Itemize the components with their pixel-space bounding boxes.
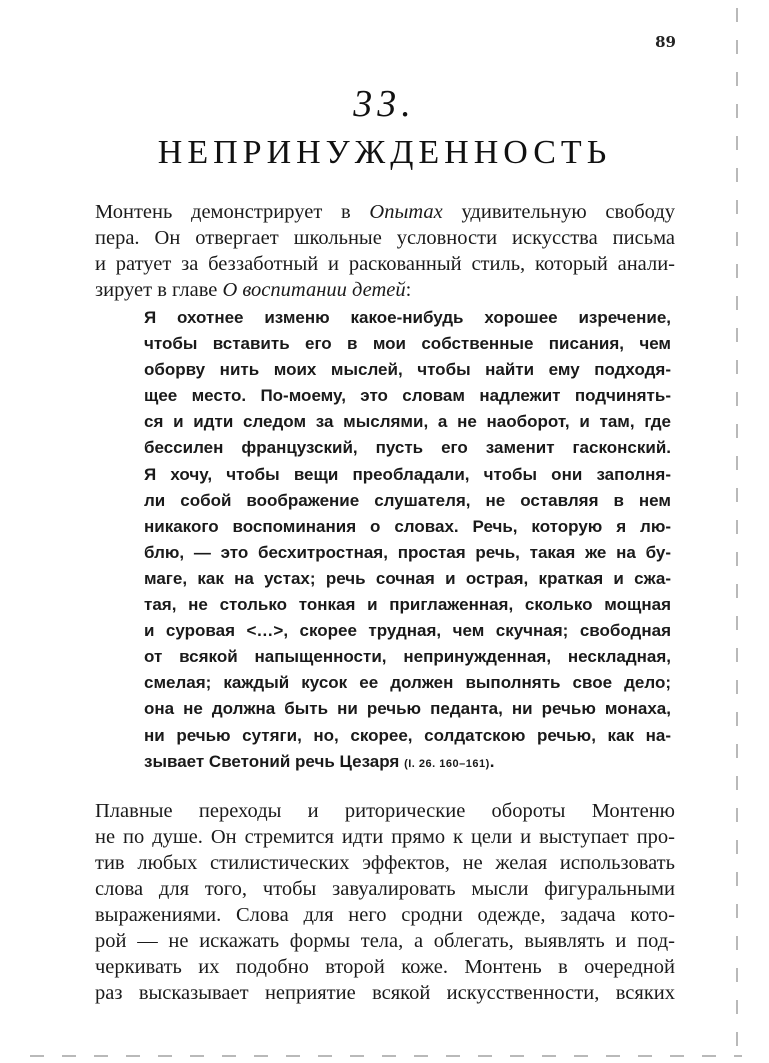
quote-line: бессилен французский, пусть его заменит гасконский. [144, 438, 671, 458]
quote-line: тая, не столько тонкая и приглаженная, сколько мощная [144, 595, 671, 615]
quote-line: чтобы вставить его в мои собственные писания, чем [144, 334, 671, 354]
page-number: 89 [655, 33, 676, 51]
quote-lines [144, 305, 671, 749]
quote-line: ли собой воображение слушателя, не оставляя в нем [144, 490, 671, 510]
intro-line: пера. Он отвергает школьные условности искусства письма [95, 227, 675, 249]
quote-text: зывает Светоний речь Цезаря [144, 751, 400, 771]
body-lines [95, 798, 675, 1006]
intro-text: Монтень демонстрирует в [95, 201, 370, 223]
intro-text: удивительную свободу [442, 201, 676, 223]
intro-line: и ратует за беззаботный и раскованный стиль, который анали- [95, 253, 675, 275]
quote-line: маге, как на устах; речь сочная и острая, краткая и сжа- [144, 568, 671, 588]
body-line: выражениями. Слова для него сродни одежде, задача кото- [95, 904, 675, 926]
body-paragraph [95, 798, 675, 1006]
quote-line: смелая; каждый кусок ее должен выполнять свое дело; [144, 673, 671, 693]
quote-line: Я охотнее изменю какое-нибудь хорошее изречение, [144, 308, 671, 327]
book-title-italic: Опытах [369, 201, 443, 223]
body-line: тив любых стилистических эффектов, не желая использовать [95, 852, 675, 874]
quote-end: . [489, 751, 495, 771]
quote-line: никакого воспоминания о словах. Речь, которую я лю- [144, 516, 671, 536]
quote-line: она не должна быть ни речью педанта, ни речью монаха, [144, 699, 671, 719]
intro-text: зирует в главе [95, 279, 223, 301]
chapter-title: НЕПРИНУЖДЕННОСТЬ [157, 134, 612, 171]
body-line: раз высказывает неприятие всякой искусственности, всяких [95, 982, 675, 1004]
quote-line: от всякой напыщенности, непринужденная, нескладная, [144, 647, 671, 667]
citation-reference: (I. 26. 160–161) [404, 757, 490, 770]
bottom-margin-guide [30, 1055, 742, 1057]
quote-line: оборву нить моих мыслей, чтобы найти ему подходя- [144, 360, 671, 380]
intro-text: : [405, 279, 412, 301]
chapter-reference-italic: О воспитании детей [222, 279, 406, 301]
quote-line: блю, — это бесхитростная, простая речь, такая же на бу- [144, 542, 671, 562]
quote-line: щее место. По-моему, это словам надлежит подчинять- [144, 386, 671, 406]
block-quote [144, 305, 671, 777]
quote-line: ни речью сутяги, но, скорее, солдатскою речью, как на- [144, 725, 671, 745]
intro-line [95, 199, 675, 225]
intro-paragraph [95, 199, 675, 303]
body-line: рой — не искажать формы тела, а облегать, выявлять и под- [95, 930, 675, 952]
quote-line: Я хочу, чтобы вещи преобладали, чтобы они заполня- [144, 464, 671, 484]
body-line: не по душе. Он стремится идти прямо к цели и выступает про- [95, 826, 675, 848]
quote-line [144, 749, 671, 777]
quote-line: ся и идти следом за мыслями, а не наоборот, и там, где [144, 412, 671, 432]
chapter-number: 33. [353, 83, 416, 125]
quote-line: и суровая <…>, скорее трудная, чем скучная; свободная [144, 621, 671, 641]
body-line: черкивать их подобно второй коже. Монтень в очередной [95, 956, 675, 978]
intro-line [95, 277, 675, 303]
body-line: слова для того, чтобы завуалировать мысли фигуральными [95, 878, 675, 900]
body-line: Плавные переходы и риторические обороты Монтеню [95, 800, 675, 822]
